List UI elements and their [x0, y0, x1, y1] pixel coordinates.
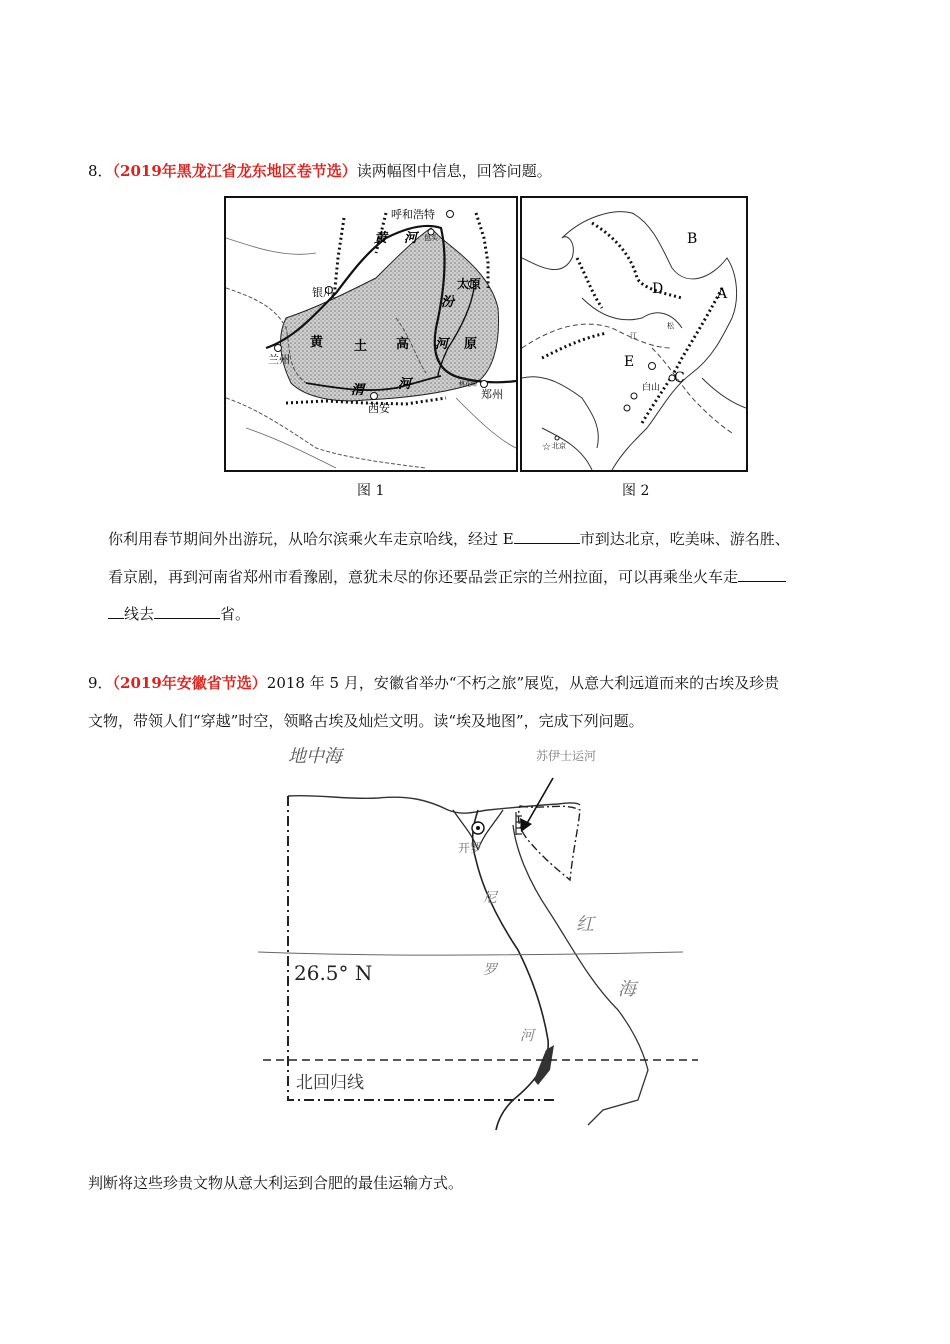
label-xian: 西安 [368, 402, 390, 415]
q8-text-p2: 看京剧，再到河南省郑州市看豫剧，意犹未尽的你还要品尝正宗的兰州拉面，可以再乘坐火车走 [108, 568, 739, 586]
q9-source: （2019年安徽省节选） [112, 674, 267, 692]
star-icon: ☆ [542, 442, 551, 453]
label-C: C [674, 370, 685, 386]
figure-1-caption: 图 1 [357, 483, 385, 499]
q8-number: 8． [88, 162, 113, 180]
q8-text-p1b: 市到达北京，吃美味、游名胜、 [579, 530, 790, 548]
q8-text-line-1 [108, 527, 790, 550]
label-red-1: 红 [576, 914, 594, 935]
label-mediterranean: 地中海 [288, 746, 342, 767]
label-E: E [624, 354, 635, 370]
label-hohhot: 呼和浩特 [391, 208, 435, 221]
figure-2-caption: 图 2 [622, 483, 650, 499]
blank-province[interactable] [154, 602, 220, 619]
label-gao: 高 [396, 337, 410, 352]
label-jiang: 江 [630, 332, 637, 340]
label-D: D [652, 281, 664, 297]
label-tropic: 北回归线 [296, 1073, 364, 1093]
q8-text-line-2 [108, 565, 786, 588]
q8-text-p3b: 省。 [220, 605, 251, 623]
q9-heading [88, 672, 779, 694]
label-taohuayu: 桃花峪 [459, 381, 478, 388]
q8-prompt: 读两幅图中信息，回答问题。 [356, 162, 552, 180]
label-he3: 河 [398, 377, 412, 392]
q8-source: （2019年黑龙江省龙东地区卷节选） [112, 162, 357, 180]
label-wei: 渭 [351, 383, 365, 398]
figure-1-map [224, 196, 518, 472]
label-A: A [717, 286, 728, 302]
label-taiyuan: 太原 [457, 277, 482, 291]
label-baotou: 包头 [424, 234, 438, 242]
q9-number: 9． [88, 674, 113, 692]
label-he2: 河 [435, 337, 449, 352]
label-B: B [687, 231, 698, 247]
label-huanghe1: 黄 [374, 231, 388, 246]
q9-line-2: 文物，带领人们“穿越”时空，领略古埃及灿烂文明。读“埃及地图”，完成下列问题。 [88, 712, 644, 730]
egypt-map [258, 740, 698, 1140]
label-baishan: 白山 [642, 383, 661, 393]
label-yinchuan: 银川 [312, 286, 334, 299]
label-beijing: 北京 [552, 442, 566, 450]
loess-plateau-map [226, 198, 516, 470]
figure-2-map [520, 196, 748, 472]
label-lanzhou: 兰州 [268, 353, 290, 366]
blank-e-city[interactable] [514, 527, 580, 544]
q8-text-p1a: 你利用春节期间外出游玩，从哈尔滨乘火车走京哈线，经过 E [108, 530, 514, 548]
blank-railway-part1[interactable] [738, 565, 786, 582]
label-suez-canal: 苏伊士运河 [536, 749, 597, 763]
label-latitude: 26.5° N [294, 961, 373, 985]
blank-railway-part2[interactable] [108, 602, 124, 619]
q9-line1: 2018 年 5 月，安徽省举办“不朽之旅”展览，从意大利远道而来的古埃及珍贵 [266, 674, 780, 692]
label-yuan: 原 [464, 337, 478, 352]
q9-question: 判断将这些珍贵文物从意大利运到合肥的最佳运输方式。 [88, 1174, 464, 1192]
q8-text-line-3 [108, 602, 250, 625]
label-nile-1: 尼 [483, 890, 497, 906]
label-huang2: 黄 [310, 335, 324, 350]
label-zhengzhou: 郑州 [481, 388, 503, 401]
label-cairo: 开罗 [458, 841, 483, 855]
label-tu: 土 [354, 339, 368, 354]
label-red-2: 海 [618, 979, 636, 1000]
label-nile-3: 河 [520, 1028, 534, 1044]
label-nile-2: 罗 [483, 962, 497, 978]
q8-text-p3a: 线去 [124, 605, 155, 623]
q8-heading [88, 160, 552, 182]
label-huanghe2: 河 [404, 231, 418, 246]
northeast-map [522, 198, 746, 470]
label-fen: 汾 [441, 295, 455, 310]
label-song: 松 [667, 322, 674, 330]
